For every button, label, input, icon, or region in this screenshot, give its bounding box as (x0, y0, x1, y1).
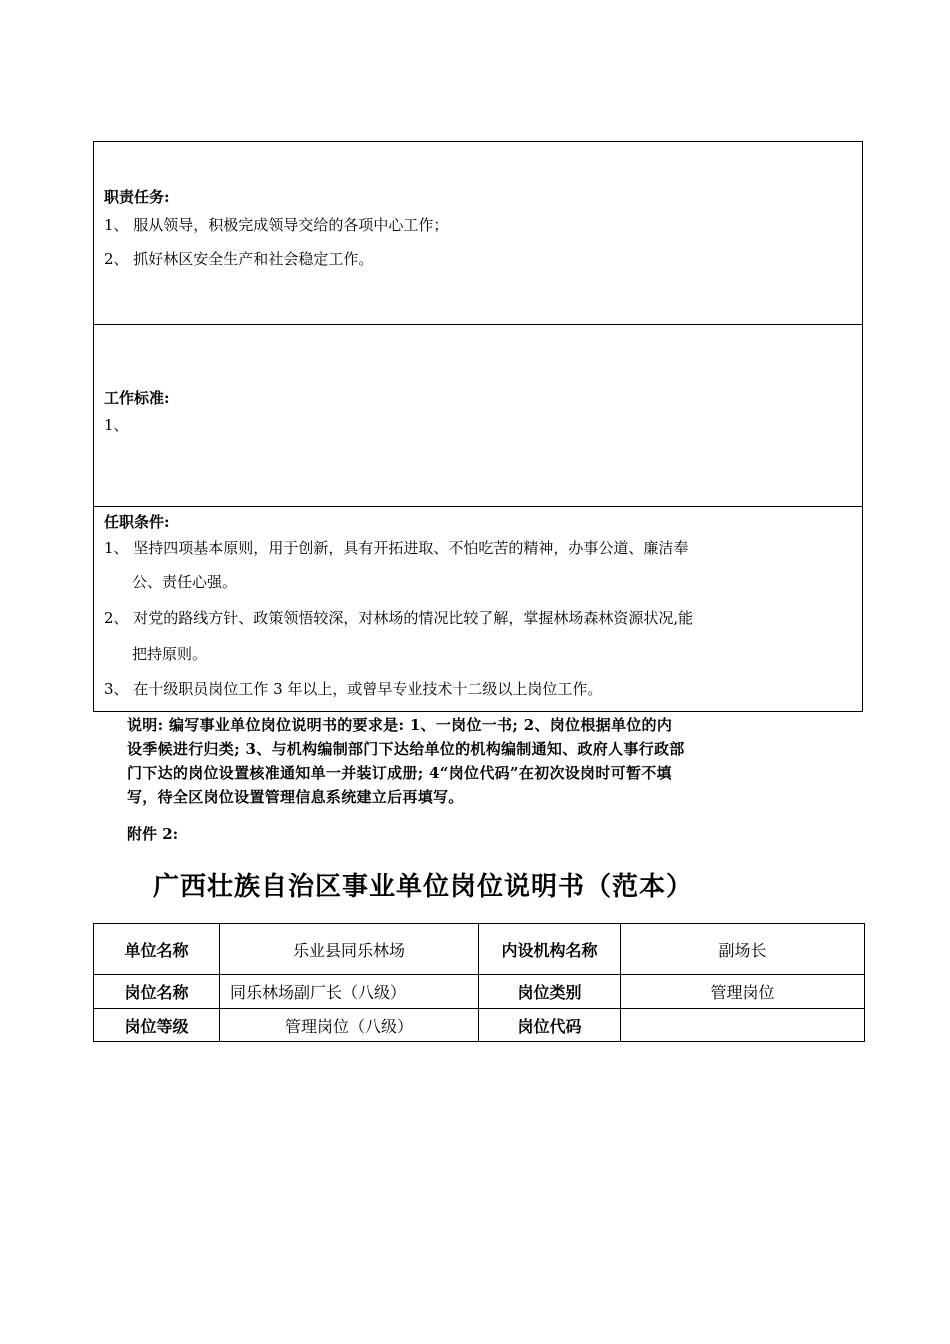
attachment-label: 附件 2: (127, 825, 179, 843)
position-name-value: 同乐林场副厂长（八级） (220, 975, 479, 1009)
qualification-line-2: 公、责任心强。 (132, 573, 238, 591)
note-line-4: 写，待全区岗位设置管理信息系统建立后再填写。 (127, 788, 464, 806)
qualification-line-3: 2、 对党的路线方针、政策领悟较深，对林场的情况比较了解，掌握林场森林资源状况,能 (104, 609, 694, 627)
note-line-3: 门下达的岗位设置核准通知单一并装订成册; 4“岗位代码”在初次设岗时可暂不填 (127, 764, 672, 782)
duty-title: 职责任务: (104, 188, 170, 206)
department-value: 副场长 (621, 924, 865, 975)
standard-item-1: 1、 (104, 416, 129, 434)
qualification-line-5: 3、 在十级职员岗位工作 3 年以上，或曾早专业技术十二级以上岗位工作。 (104, 680, 603, 698)
note-line-1: 说明: 编写事业单位岗位说明书的要求是: 1、一岗位一书; 2、岗位根据单位的内 (127, 716, 673, 734)
standard-title: 工作标准: (104, 389, 170, 407)
department-label: 内设机构名称 (479, 924, 621, 975)
duty-item-2: 2、 抓好林区安全生产和社会稳定工作。 (104, 250, 374, 268)
position-category-value: 管理岗位 (621, 975, 865, 1009)
table-row (94, 975, 865, 1009)
table-row (94, 1009, 865, 1042)
position-code-value (621, 1009, 865, 1042)
note-block (127, 713, 827, 809)
qualification-title: 任职条件: (104, 513, 170, 531)
table-row (94, 924, 865, 975)
position-grade-label: 岗位等级 (94, 1009, 220, 1042)
standard-section (93, 324, 863, 507)
note-line-2: 设季候进行归类; 3、与机构编制部门下达给单位的机构编制通知、政府人事行政部 (127, 740, 685, 758)
position-code-label: 岗位代码 (479, 1009, 621, 1042)
qualification-line-4: 把持原则。 (132, 645, 208, 663)
position-grade-value: 管理岗位（八级） (220, 1009, 479, 1042)
unit-name-label: 单位名称 (94, 924, 220, 975)
duty-item-1: 1、 服从领导，积极完成领导交给的各项中心工作； (104, 216, 449, 234)
duty-section (93, 141, 863, 325)
position-info-table (93, 923, 865, 1042)
document-title: 广西壮族自治区事业单位岗位说明书（范本） (153, 872, 694, 902)
qualification-line-1: 1、 坚持四项基本原则，用于创新，具有开拓进取、不怕吃苦的精神，办事公道、廉洁奉 (104, 539, 689, 557)
qualification-section (93, 506, 863, 712)
position-name-label: 岗位名称 (94, 975, 220, 1009)
position-category-label: 岗位类别 (479, 975, 621, 1009)
unit-name-value: 乐业县同乐林场 (220, 924, 479, 975)
